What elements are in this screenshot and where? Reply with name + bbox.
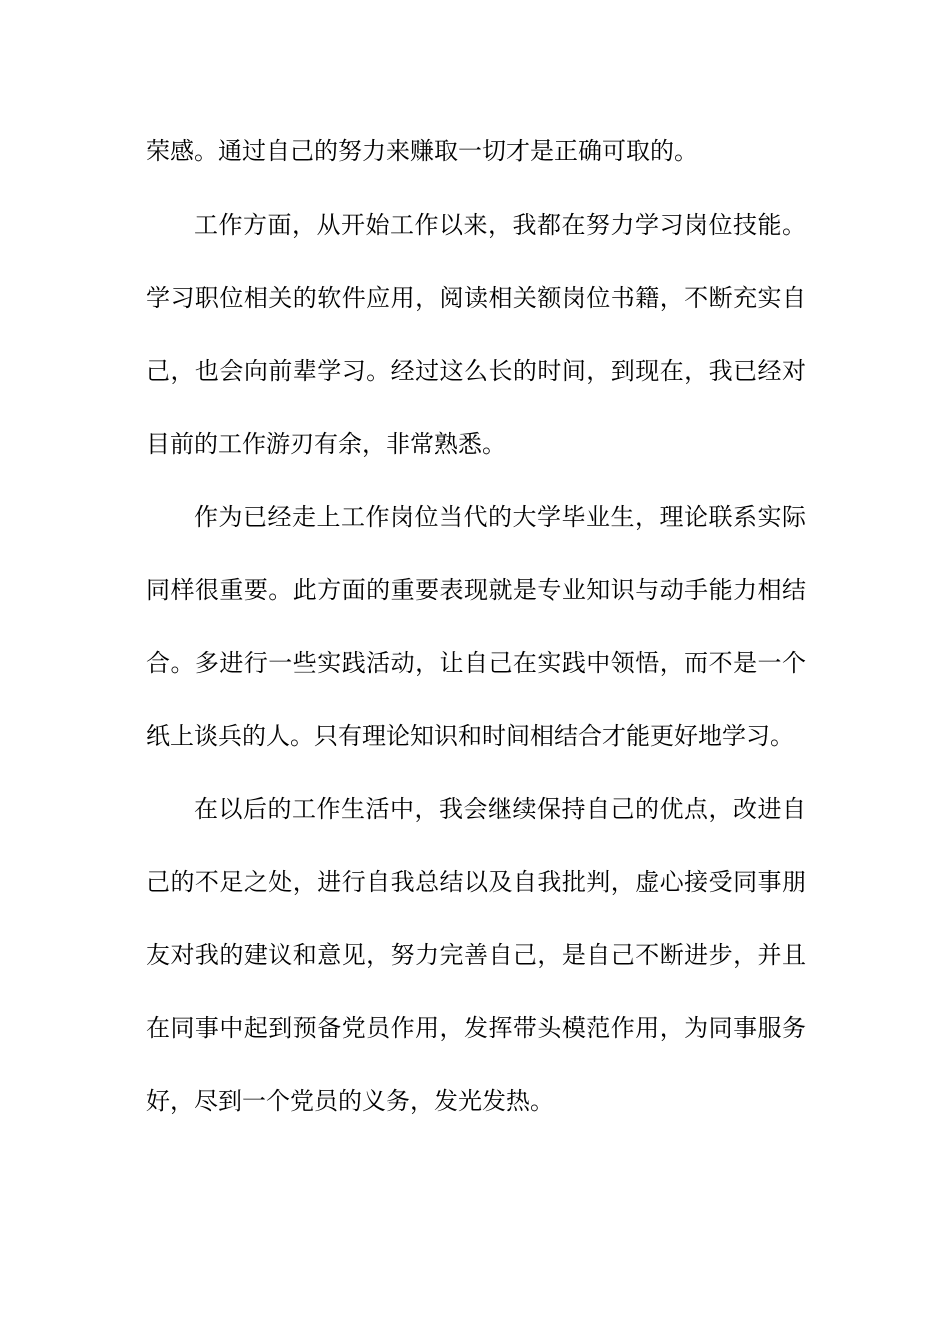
paragraph-first-line: 作为已经走上工作岗位当代的大学毕业生，理论联系实际 [194,503,806,531]
text-line: 目前的工作游刃有余，非常熟悉。 [146,430,506,458]
text-line: 荣感。通过自己的努力来赚取一切才是正确可取的。 [146,137,698,165]
text-line: 学习职位相关的软件应用，阅读相关额岗位书籍，不断充实自 [146,284,806,312]
text-line: 纸上谈兵的人。只有理论知识和时间相结合才能更好地学习。 [146,722,794,750]
text-line: 同样很重要。此方面的重要表现就是专业知识与动手能力相结 [146,576,806,604]
text-line: 己的不足之处，进行自我总结以及自我批判，虚心接受同事朋 [146,868,806,896]
text-line: 己，也会向前辈学习。经过这么长的时间，到现在，我已经对 [146,357,806,385]
paragraph-first-line: 工作方面，从开始工作以来，我都在努力学习岗位技能。 [194,211,806,239]
text-line: 友对我的建议和意见，努力完善自己，是自己不断进步，并且 [146,941,806,969]
paragraph-first-line: 在以后的工作生活中，我会继续保持自己的优点，改进自 [194,795,806,823]
text-line: 合。多进行一些实践活动，让自己在实践中领悟，而不是一个 [146,649,806,677]
text-line: 在同事中起到预备党员作用，发挥带头模范作用，为同事服务 [146,1014,806,1042]
text-line: 好，尽到一个党员的义务，发光发热。 [146,1087,554,1115]
